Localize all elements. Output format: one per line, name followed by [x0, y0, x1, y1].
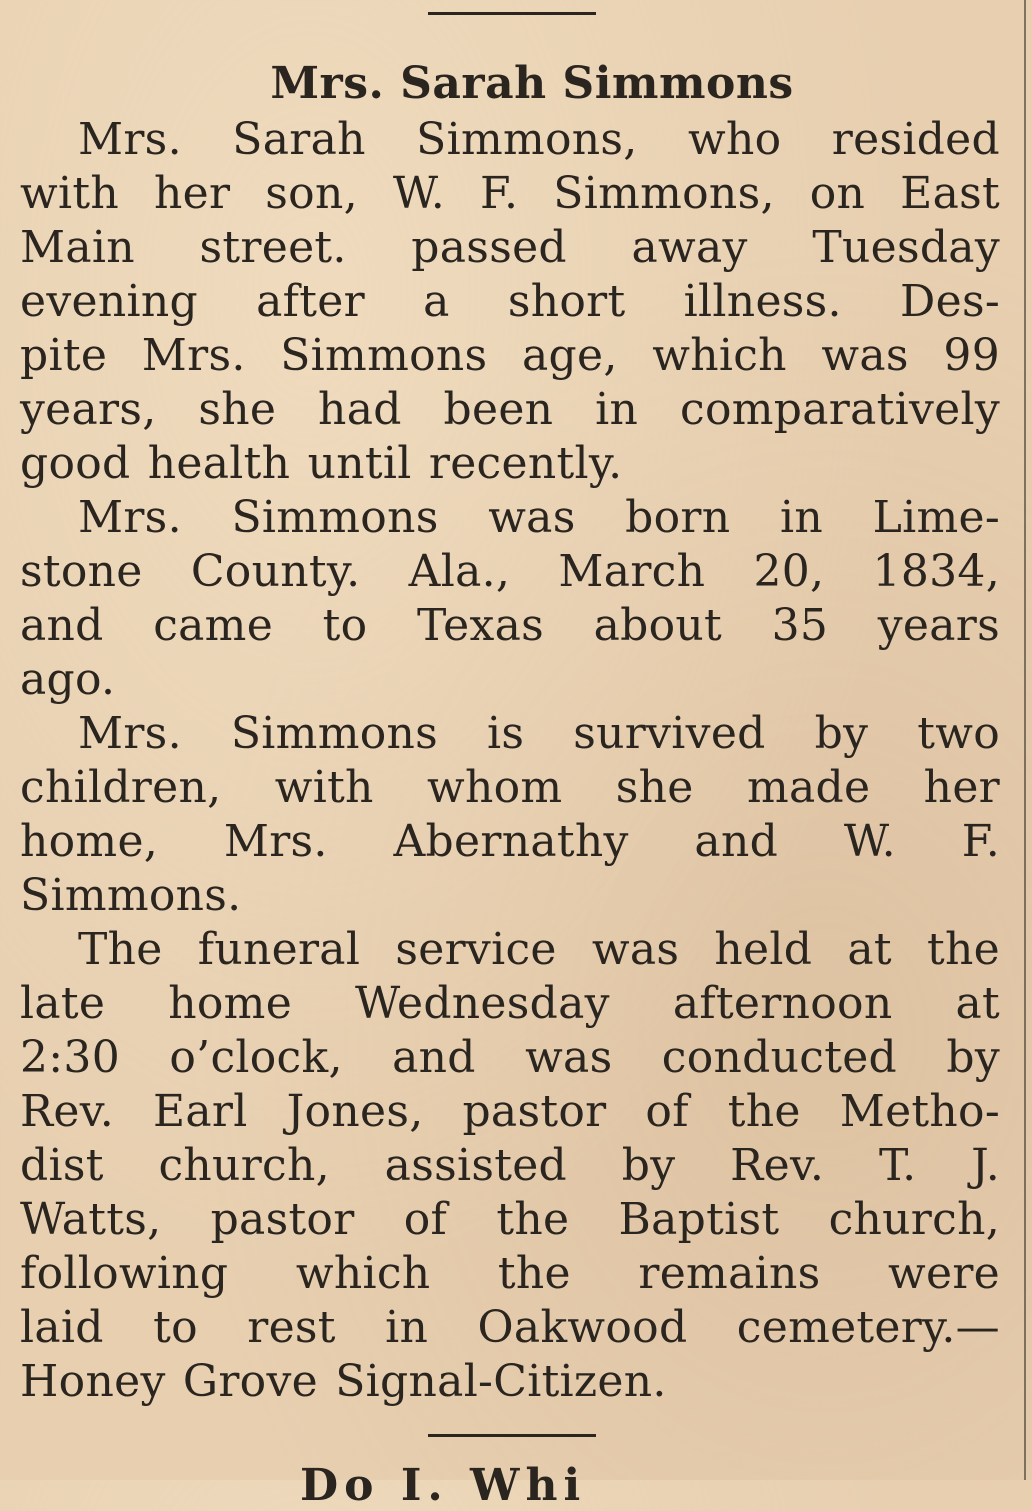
text-line: ago. [20, 654, 116, 705]
text-line: pite Mrs. Simmons age, which was 99 [20, 330, 1000, 381]
text-line: Mrs. Simmons is survived by two [78, 708, 1000, 759]
text-line: The funeral service was held at the [78, 924, 1000, 975]
text-line: Watts, pastor of the Baptist church, [20, 1194, 1000, 1245]
text-line: Rev. Earl Jones, pastor of the Metho- [20, 1086, 1000, 1137]
text-line: Main street. passed away Tuesday [20, 222, 1000, 273]
text-line: Honey Grove Signal-Citizen. [20, 1356, 667, 1407]
paragraph-2 [20, 491, 1000, 707]
text-line: Mrs. Simmons was born in Lime- [78, 492, 1000, 543]
text-line: home, Mrs. Abernathy and W. F. [20, 816, 1000, 867]
column-rule-right [1024, 0, 1026, 1480]
column-rule-bottom [428, 1434, 596, 1437]
obituary-article [20, 55, 1000, 1409]
text-line: late home Wednesday afternoon at [20, 978, 1000, 1029]
text-line: and came to Texas about 35 years [20, 600, 1000, 651]
text-line: years, she had been in comparatively [20, 384, 1000, 435]
paragraph-1 [20, 113, 1000, 491]
text-line: children, with whom she made her [20, 762, 1000, 813]
headline: Mrs. Sarah Simmons [270, 58, 794, 109]
paragraph-3 [20, 707, 1000, 923]
text-line: good health until recently. [20, 438, 623, 489]
column-rule-top [428, 12, 596, 15]
text-line: with her son, W. F. Simmons, on East [20, 168, 1000, 219]
text-line: stone County. Ala., March 20, 1834, [20, 546, 1000, 597]
next-headline-fragment: Do I. Whi [300, 1460, 587, 1511]
text-line: laid to rest in Oakwood cemetery.— [20, 1302, 1000, 1353]
text-line: Mrs. Sarah Simmons, who resided [78, 114, 1000, 165]
text-line: dist church, assisted by Rev. T. J. [20, 1140, 1000, 1191]
text-line: evening after a short illness. Des- [20, 276, 1000, 327]
text-line: Simmons. [20, 870, 242, 921]
text-line: 2:30 o’clock, and was conducted by [20, 1032, 1000, 1083]
text-line: following which the remains were [20, 1248, 1000, 1299]
paragraph-4 [20, 923, 1000, 1409]
